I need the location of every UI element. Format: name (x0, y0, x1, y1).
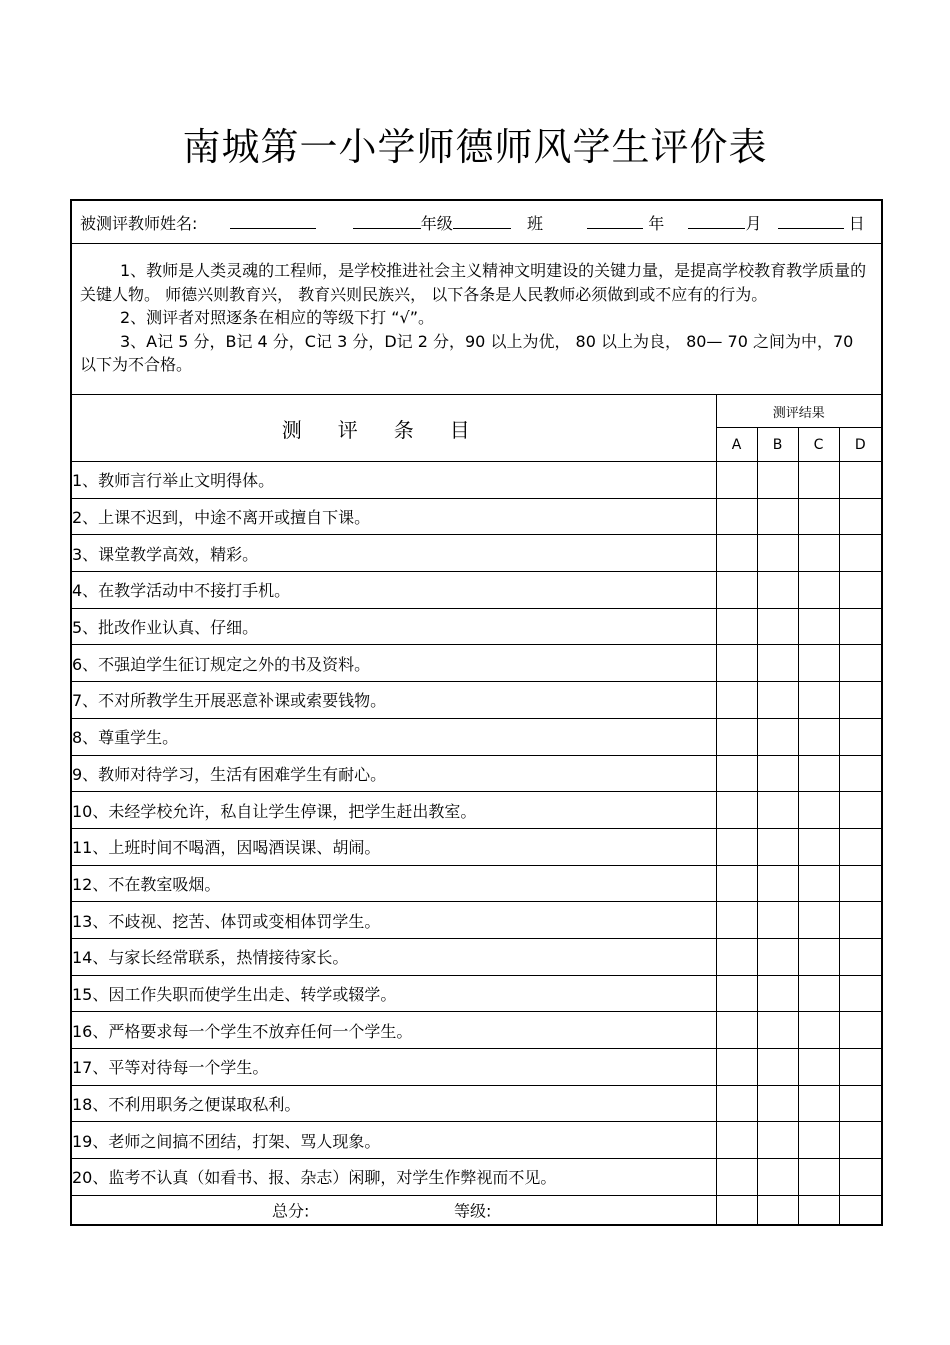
rating-cell-d[interactable] (839, 535, 882, 572)
table-row (71, 938, 882, 975)
rating-cell-a[interactable] (716, 1012, 757, 1049)
rating-cell-b[interactable] (757, 718, 798, 755)
rating-cell-b[interactable] (757, 462, 798, 499)
result-header: 测评结果 (716, 395, 882, 428)
rating-cell-d[interactable] (839, 828, 882, 865)
rating-cell-b[interactable] (757, 975, 798, 1012)
rating-cell-c[interactable] (798, 645, 839, 682)
rating-cell-b[interactable] (757, 865, 798, 902)
rating-cell-d[interactable] (839, 902, 882, 939)
item-text: 10、未经学校允许，私自让学生停课，把学生赶出教室。 (71, 792, 716, 829)
teacher-info-row (71, 200, 882, 244)
rating-cell-b[interactable] (757, 1122, 798, 1159)
rating-cell-a[interactable] (716, 828, 757, 865)
table-row (71, 1159, 882, 1196)
item-text: 16、严格要求每一个学生不放弃任何一个学生。 (71, 1012, 716, 1049)
item-text: 11、上班时间不喝酒，因喝酒误课、胡闹。 (71, 828, 716, 865)
rating-cell-b[interactable] (757, 572, 798, 609)
class-field[interactable] (453, 212, 511, 229)
table-row (71, 608, 882, 645)
table-row (71, 645, 882, 682)
rating-cell-a[interactable] (716, 572, 757, 609)
rating-cell-b[interactable] (757, 902, 798, 939)
day-field[interactable] (778, 212, 844, 229)
rating-cell-c[interactable] (798, 792, 839, 829)
grade-label: 年级 (420, 213, 453, 233)
rating-cell-c[interactable] (798, 828, 839, 865)
table-row (71, 902, 882, 939)
rating-cell-a[interactable] (716, 938, 757, 975)
rating-cell-d[interactable] (839, 755, 882, 792)
item-text: 12、不在教室吸烟。 (71, 865, 716, 902)
rating-cell-b[interactable] (757, 938, 798, 975)
rating-cell-d[interactable] (839, 1122, 882, 1159)
table-row (71, 1012, 882, 1049)
rating-cell-b[interactable] (757, 535, 798, 572)
rating-cell-a[interactable] (716, 865, 757, 902)
rating-cell-c[interactable] (798, 975, 839, 1012)
table-row (71, 1085, 882, 1122)
rating-cell-b[interactable] (757, 608, 798, 645)
item-text: 3、课堂教学高效，精彩。 (71, 535, 716, 572)
item-text: 7、不对所教学生开展恶意补课或索要钱物。 (71, 682, 716, 719)
rating-cell-b[interactable] (757, 1085, 798, 1122)
item-text: 19、老师之间搞不团结，打架、骂人现象。 (71, 1122, 716, 1159)
rating-cell-a[interactable] (716, 608, 757, 645)
total-cell-d[interactable] (839, 1195, 882, 1225)
page-title: 南城第一小学师德师风学生评价表 (182, 125, 768, 169)
rating-cell-b[interactable] (757, 1049, 798, 1086)
rating-cell-a[interactable] (716, 1049, 757, 1086)
rating-cell-a[interactable] (716, 535, 757, 572)
rating-cell-a[interactable] (716, 975, 757, 1012)
teacher-name-label: 被测评教师姓名: (80, 213, 198, 233)
rating-cell-d[interactable] (839, 1159, 882, 1196)
item-text: 5、批改作业认真、仔细。 (71, 608, 716, 645)
total-score-label: 总分: (272, 1201, 310, 1221)
rating-cell-d[interactable] (839, 865, 882, 902)
table-row (71, 682, 882, 719)
class-label: 班 (526, 213, 543, 233)
rating-cell-c[interactable] (798, 1159, 839, 1196)
instructions-row (71, 244, 882, 395)
rating-cell-b[interactable] (757, 682, 798, 719)
rating-cell-c[interactable] (798, 718, 839, 755)
rating-cell-c[interactable] (798, 682, 839, 719)
total-cell-c[interactable] (798, 1195, 839, 1225)
rating-cell-c[interactable] (798, 1122, 839, 1159)
rating-cell-d[interactable] (839, 1049, 882, 1086)
total-cell-b[interactable] (757, 1195, 798, 1225)
rating-cell-d[interactable] (839, 792, 882, 829)
column-b-header: B (757, 428, 798, 462)
item-text: 4、在教学活动中不接打手机。 (71, 572, 716, 609)
rating-cell-b[interactable] (757, 1012, 798, 1049)
rating-cell-a[interactable] (716, 498, 757, 535)
year-field[interactable] (587, 212, 643, 229)
teacher-name-field[interactable] (230, 212, 316, 229)
rating-cell-a[interactable] (716, 1085, 757, 1122)
grade-result-label: 等级: (454, 1201, 492, 1221)
header-row-1 (71, 395, 882, 428)
instruction-1: 1、教师是人类灵魂的工程师，是学校推进社会主义精神文明建设的关键力量，是提高学校教育教学质量的关键人物。 师德兴则教育兴， 教育兴则民族兴， 以下各条是人民教师必须做到或不应有的行为。 (80, 261, 867, 304)
rating-cell-c[interactable] (798, 1085, 839, 1122)
evaluation-form (70, 199, 883, 1226)
item-text: 17、平等对待每一个学生。 (71, 1049, 716, 1086)
rating-cell-d[interactable] (839, 1085, 882, 1122)
rating-cell-a[interactable] (716, 682, 757, 719)
item-text: 9、教师对待学习，生活有困难学生有耐心。 (71, 755, 716, 792)
items-header: 测评条目 (71, 395, 716, 462)
item-text: 13、不歧视、挖苦、体罚或变相体罚学生。 (71, 902, 716, 939)
instruction-3: 3、A记 5 分，B记 4 分，C记 3 分，D记 2 分，90 以上为优， 80 以上为良， 80— 70 之间为中，70 以下为不合格。 (80, 331, 854, 375)
rating-cell-d[interactable] (839, 682, 882, 719)
rating-cell-d[interactable] (839, 718, 882, 755)
instruction-2: 2、测评者对照逐条在相应的等级下打 “√”。 (120, 308, 435, 328)
table-row (71, 828, 882, 865)
rating-cell-d[interactable] (839, 975, 882, 1012)
grade-field[interactable] (353, 212, 421, 229)
rating-cell-c[interactable] (798, 755, 839, 792)
rating-cell-d[interactable] (839, 608, 882, 645)
rating-cell-c[interactable] (798, 608, 839, 645)
item-text: 18、不利用职务之便谋取私利。 (71, 1085, 716, 1122)
table-row (71, 1122, 882, 1159)
table-row (71, 755, 882, 792)
instructions (72, 255, 881, 383)
rating-cell-a[interactable] (716, 462, 757, 499)
rating-cell-a[interactable] (716, 718, 757, 755)
table-row (71, 792, 882, 829)
column-d-header: D (839, 428, 882, 462)
item-text: 15、因工作失职而使学生出走、转学或辍学。 (71, 975, 716, 1012)
rating-cell-c[interactable] (798, 1012, 839, 1049)
rating-cell-b[interactable] (757, 1159, 798, 1196)
total-row (71, 1195, 882, 1225)
rating-cell-c[interactable] (798, 865, 839, 902)
rating-cell-c[interactable] (798, 498, 839, 535)
rating-cell-b[interactable] (757, 792, 798, 829)
rating-cell-d[interactable] (839, 498, 882, 535)
rating-cell-b[interactable] (757, 828, 798, 865)
table-row (71, 535, 882, 572)
rating-cell-a[interactable] (716, 755, 757, 792)
rating-cell-a[interactable] (716, 902, 757, 939)
rating-cell-d[interactable] (839, 462, 882, 499)
month-field[interactable] (688, 212, 745, 229)
table-row (71, 572, 882, 609)
rating-cell-d[interactable] (839, 1012, 882, 1049)
table-row (71, 975, 882, 1012)
rating-cell-a[interactable] (716, 1122, 757, 1159)
item-text: 6、不强迫学生征订规定之外的书及资料。 (71, 645, 716, 682)
rating-cell-a[interactable] (716, 792, 757, 829)
rating-cell-c[interactable] (798, 535, 839, 572)
year-label: 年 (648, 213, 665, 233)
item-text: 20、监考不认真（如看书、报、杂志）闲聊，对学生作弊视而不见。 (71, 1159, 716, 1196)
rating-cell-a[interactable] (716, 645, 757, 682)
rating-cell-b[interactable] (757, 755, 798, 792)
rating-cell-d[interactable] (839, 572, 882, 609)
item-text: 2、上课不迟到，中途不离开或擅自下课。 (71, 498, 716, 535)
rating-cell-c[interactable] (798, 1049, 839, 1086)
total-cell (71, 1195, 716, 1225)
table-row (71, 462, 882, 499)
rating-cell-d[interactable] (839, 938, 882, 975)
rating-cell-c[interactable] (798, 902, 839, 939)
column-c-header: C (798, 428, 839, 462)
month-label: 月 (745, 213, 762, 233)
item-text: 1、教师言行举止文明得体。 (71, 462, 716, 499)
day-label: 日 (848, 213, 865, 233)
table-row (71, 718, 882, 755)
rating-cell-d[interactable] (839, 645, 882, 682)
total-cell-a[interactable] (716, 1195, 757, 1225)
rating-cell-b[interactable] (757, 645, 798, 682)
item-text: 14、与家长经常联系，热情接待家长。 (71, 938, 716, 975)
table-row (71, 1049, 882, 1086)
rating-cell-c[interactable] (798, 938, 839, 975)
rating-cell-c[interactable] (798, 462, 839, 499)
rating-cell-b[interactable] (757, 498, 798, 535)
table-row (71, 865, 882, 902)
column-a-header: A (716, 428, 757, 462)
item-text: 8、尊重学生。 (71, 718, 716, 755)
rating-cell-a[interactable] (716, 1159, 757, 1196)
rating-cell-c[interactable] (798, 572, 839, 609)
table-row (71, 498, 882, 535)
